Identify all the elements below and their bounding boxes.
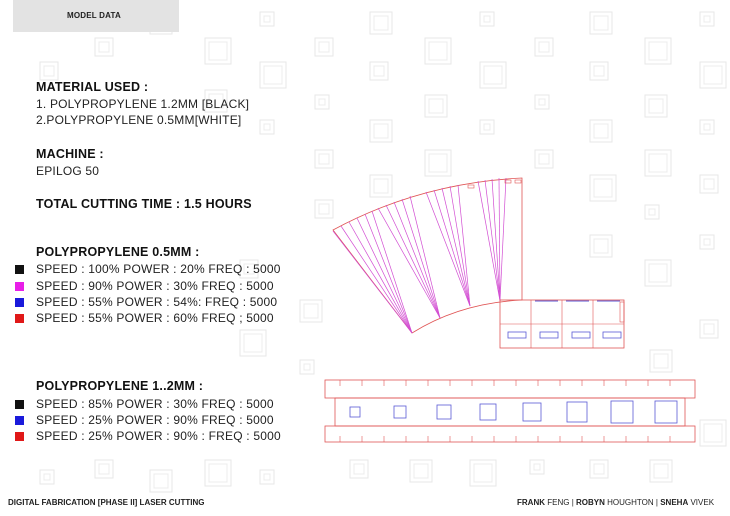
footer-title (8, 498, 204, 507)
strip-square (567, 402, 587, 422)
footer-title-text: DIGITAL FABRICATION [PHASE II] LASER CUTTING (8, 498, 205, 507)
credit-1-first: FRANK (517, 498, 545, 507)
pp-12-setting-2: SPEED : 25% POWER : 90% FREQ : 5000 (36, 413, 274, 427)
strip-square (655, 401, 677, 423)
strip-square (350, 407, 360, 417)
credit-3-first: SNEHA (660, 498, 689, 507)
strip-square (523, 403, 541, 421)
strip-top (325, 380, 695, 398)
pp-05-heading: POLYPROPYLENE 0.5MM : (36, 245, 200, 259)
strip-square (394, 406, 406, 418)
material-heading: MATERIAL USED : (36, 80, 149, 94)
pp-12-setting-1: SPEED : 85% POWER : 30% FREQ : 5000 (36, 397, 274, 411)
machine-heading: MACHINE : (36, 147, 104, 161)
credit-1-last: FENG (547, 498, 570, 507)
pp-12-heading: POLYPROPYLENE 1..2MM : (36, 379, 204, 393)
strip-square (480, 404, 496, 420)
credit-3-last: VIVEK (690, 498, 715, 507)
footer-credits (517, 498, 714, 507)
cutting-time: TOTAL CUTTING TIME : 1.5 HOURS (36, 197, 252, 211)
pp-05-setting-3: SPEED : 55% POWER : 54%: FREQ : 5000 (36, 295, 278, 309)
strip-square (611, 401, 633, 423)
material-line-1: 1. POLYPROPYLENE 1.2MM [BLACK] (36, 97, 250, 111)
pp-05-setting-4: SPEED : 55% POWER : 60% FREQ ; 5000 (36, 311, 274, 325)
credit-2-last: HOUGHTON (607, 498, 654, 507)
pp-05-setting-1: SPEED : 100% POWER : 20% FREQ : 5000 (36, 262, 281, 276)
credit-sep-1: | (571, 498, 574, 507)
strip-bottom (325, 426, 695, 442)
material-line-2: 2.POLYPROPYLENE 0.5MM[WHITE] (36, 113, 242, 127)
strip-square (437, 405, 451, 419)
strip-middle (335, 398, 685, 426)
pp-12-setting-3: SPEED : 25% POWER : 90% : FREQ : 5000 (36, 429, 281, 443)
credit-sep-2: | (655, 498, 658, 507)
machine-value: EPILOG 50 (36, 164, 100, 178)
tab-label: MODEL DATA (67, 11, 121, 20)
credit-2-first: ROBYN (576, 498, 605, 507)
pp-05-setting-2: SPEED : 90% POWER : 30% FREQ : 5000 (36, 279, 274, 293)
